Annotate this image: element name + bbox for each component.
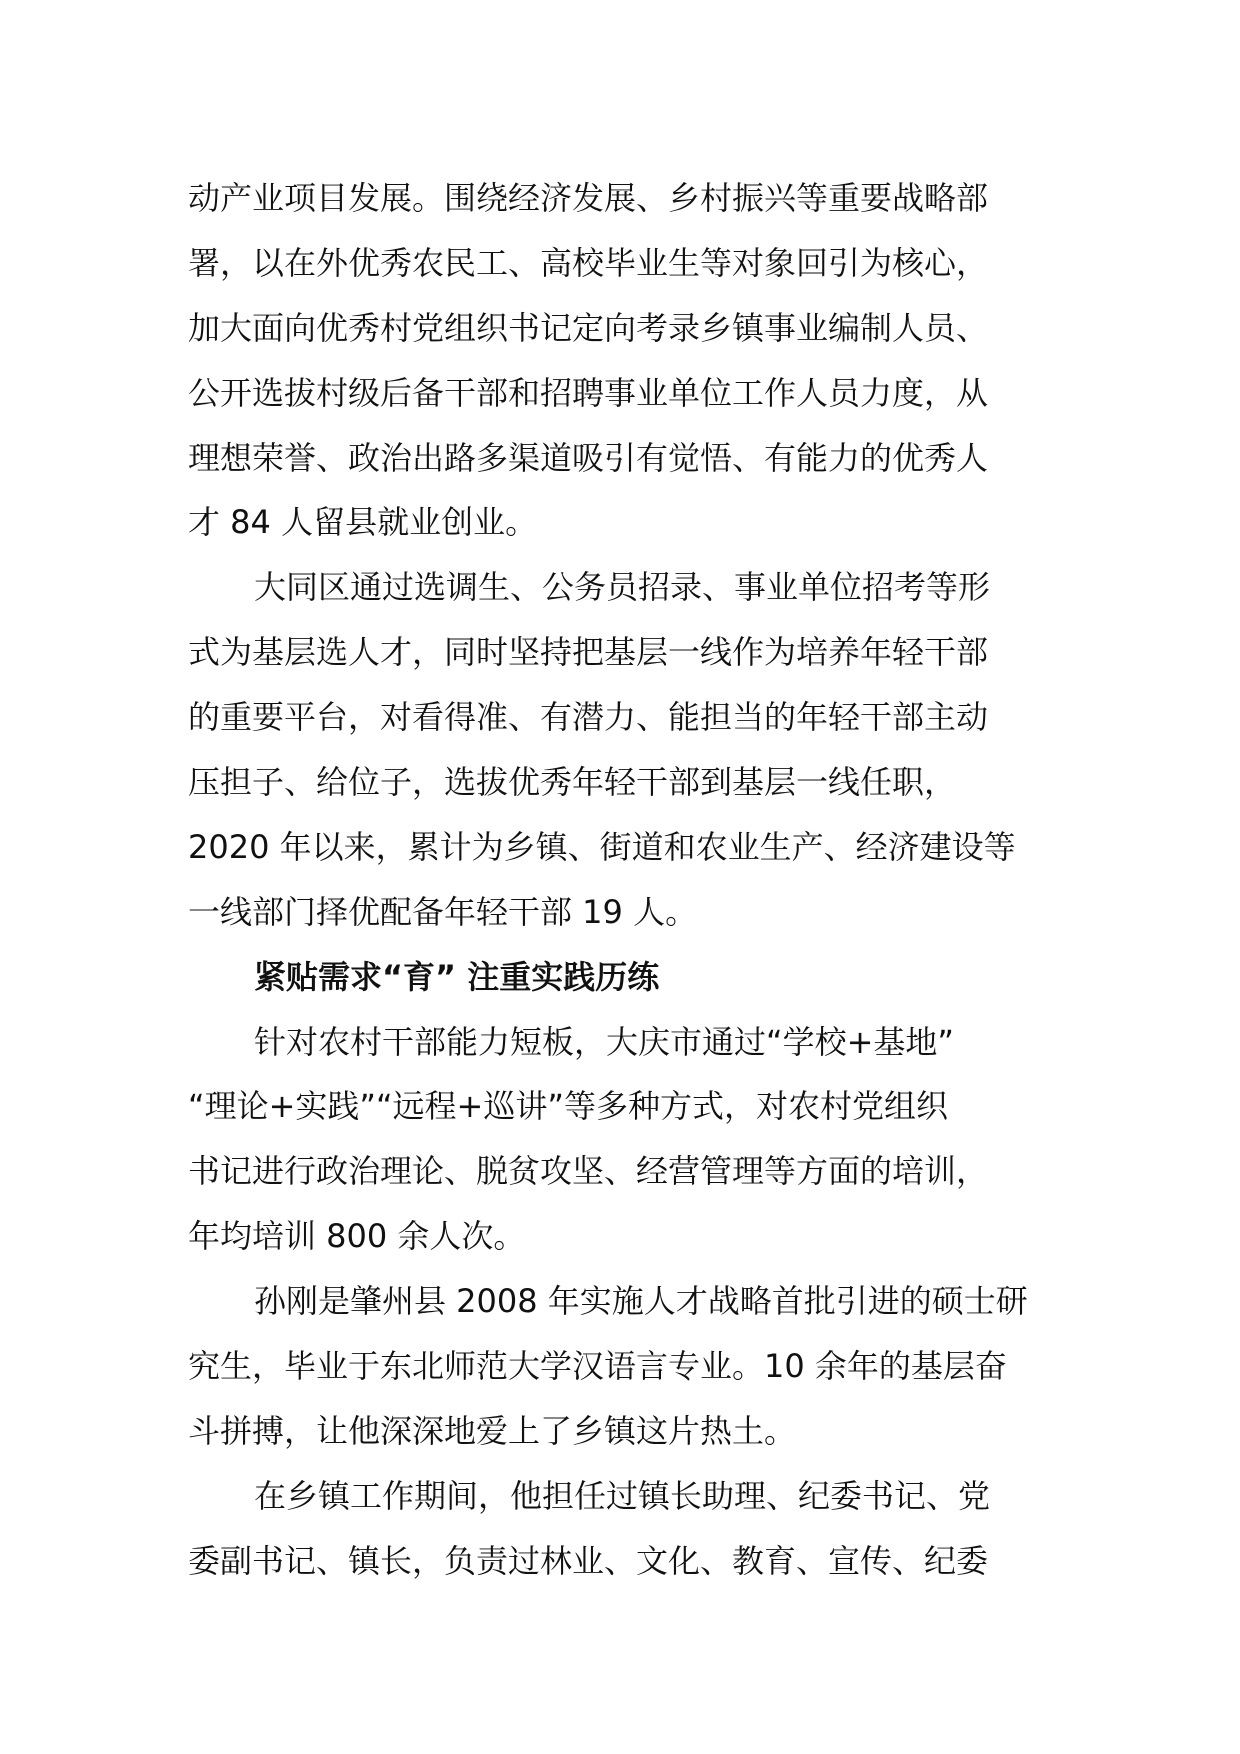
text-line: 2020 年以来，累计为乡镇、街道和农业生产、经济建设等 (188, 827, 1016, 866)
section-heading: 紧贴需求“育” 注重实践历练 (254, 957, 660, 996)
text-line: 署，以在外优秀农民工、高校毕业生等对象回引为核心， (188, 243, 989, 282)
text-line: 压担子、给位子，选拔优秀年轻干部到基层一线任职， (188, 763, 957, 802)
text-line: 斗拼搏，让他深深地爱上了乡镇这片热土。 (188, 1411, 797, 1450)
text-line: 一线部门择优配备年轻干部 19 人。 (188, 892, 698, 931)
text-line: 在乡镇工作期间，他担任过镇长助理、纪委书记、党 (254, 1476, 991, 1515)
text-line: 针对农村干部能力短板，大庆市通过“学校+基地” (254, 1022, 954, 1061)
text-line: 动产业项目发展。围绕经济发展、乡村振兴等重要战略部 (188, 179, 989, 217)
text-line: 才 84 人留县就业创业。 (188, 503, 538, 542)
text-line: 加大面向优秀村党组织书记定向考录乡镇事业编制人员、 (188, 308, 989, 347)
text-line: 公开选拔村级后备干部和招聘事业单位工作人员力度，从 (188, 373, 989, 412)
text-line: 书记进行政治理论、脱贫攻坚、经营管理等方面的培训， (188, 1152, 989, 1191)
document-body (188, 166, 1058, 1594)
text-line: 孙刚是肇州县 2008 年实施人才战略首批引进的硕士研 (254, 1282, 1028, 1321)
text-line: 大同区通过选调生、公务员招录、事业单位招考等形 (254, 568, 991, 607)
text-line: 委副书记、镇长，负责过林业、文化、教育、宣传、纪委 (188, 1541, 989, 1580)
text-line: 理想荣誉、政治出路多渠道吸引有觉悟、有能力的优秀人 (188, 438, 989, 477)
text-line: 式为基层选人才，同时坚持把基层一线作为培养年轻干部 (188, 633, 989, 672)
text-line: 年均培训 800 余人次。 (188, 1217, 526, 1256)
text-line: 究生，毕业于东北师范大学汉语言专业。10 余年的基层奋 (188, 1347, 1007, 1386)
text-line: “理论+实践”“远程+巡讲”等多种方式，对农村党组织 (188, 1087, 948, 1126)
text-line: 的重要平台，对看得准、有潜力、能担当的年轻干部主动 (188, 698, 989, 737)
